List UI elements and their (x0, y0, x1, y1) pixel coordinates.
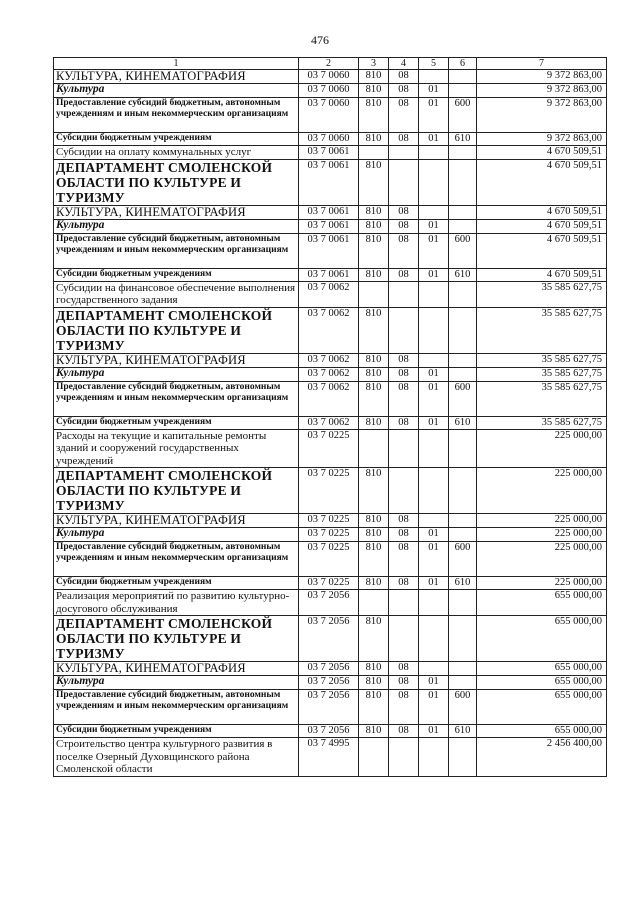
row-col6 (449, 468, 477, 514)
table-row (54, 98, 607, 133)
row-col6 (449, 159, 477, 205)
row-col6: 610 (449, 725, 477, 738)
table-row (54, 662, 607, 676)
row-col4: 08 (389, 528, 419, 542)
row-name: Культура (54, 367, 299, 381)
row-amount: 655 000,00 (477, 616, 607, 662)
row-code: 03 7 0062 (299, 307, 359, 353)
row-col3: 810 (359, 233, 389, 268)
row-col3: 810 (359, 542, 389, 577)
row-code: 03 7 0061 (299, 268, 359, 281)
row-amount: 655 000,00 (477, 662, 607, 676)
row-col5 (419, 429, 449, 468)
row-col4 (389, 159, 419, 205)
row-col5 (419, 205, 449, 219)
row-col6: 600 (449, 690, 477, 725)
row-col6: 610 (449, 268, 477, 281)
row-name: Культура (54, 219, 299, 233)
table-row (54, 307, 607, 353)
row-name: Субсидии на оплату коммунальных услуг (54, 146, 299, 160)
row-col3: 810 (359, 159, 389, 205)
row-code: 03 7 2056 (299, 590, 359, 616)
row-name: Предоставление субсидий бюджетным, автономным учреждениям и иным некоммерческим организациям (54, 381, 299, 416)
row-name: Субсидии бюджетным учреждениям (54, 577, 299, 590)
row-col3 (359, 429, 389, 468)
row-name: ДЕПАРТАМЕНТ СМОЛЕНСКОЙ ОБЛАСТИ ПО КУЛЬТУРЕ И ТУРИЗМУ (54, 468, 299, 514)
row-code: 03 7 0060 (299, 98, 359, 133)
row-col4: 08 (389, 514, 419, 528)
row-col4: 08 (389, 416, 419, 429)
row-col5: 01 (419, 84, 449, 98)
column-header: 5 (419, 58, 449, 70)
row-col6 (449, 367, 477, 381)
column-header: 3 (359, 58, 389, 70)
row-col6 (449, 281, 477, 307)
row-col4 (389, 590, 419, 616)
table-row (54, 590, 607, 616)
row-amount: 655 000,00 (477, 690, 607, 725)
table-row (54, 133, 607, 146)
row-col3: 810 (359, 353, 389, 367)
row-amount: 4 670 509,51 (477, 205, 607, 219)
row-col4: 08 (389, 676, 419, 690)
row-col4 (389, 468, 419, 514)
row-name: КУЛЬТУРА, КИНЕМАТОГРАФИЯ (54, 514, 299, 528)
row-amount: 4 670 509,51 (477, 268, 607, 281)
row-code: 03 7 0061 (299, 159, 359, 205)
row-col5: 01 (419, 416, 449, 429)
row-col5: 01 (419, 690, 449, 725)
row-col6 (449, 662, 477, 676)
table-row (54, 219, 607, 233)
table-row (54, 84, 607, 98)
table-row (54, 159, 607, 205)
row-col5 (419, 514, 449, 528)
row-code: 03 7 2056 (299, 690, 359, 725)
row-col6 (449, 616, 477, 662)
row-name: Субсидии бюджетным учреждениям (54, 133, 299, 146)
budget-table (53, 57, 607, 777)
row-code: 03 7 0061 (299, 205, 359, 219)
row-col6 (449, 219, 477, 233)
row-col4: 08 (389, 98, 419, 133)
row-col6 (449, 146, 477, 160)
row-code: 03 7 0225 (299, 514, 359, 528)
row-name: Предоставление субсидий бюджетным, автономным учреждениям и иным некоммерческим организациям (54, 542, 299, 577)
row-col5 (419, 468, 449, 514)
row-amount: 35 585 627,75 (477, 416, 607, 429)
table-row (54, 690, 607, 725)
row-amount: 225 000,00 (477, 468, 607, 514)
row-name: ДЕПАРТАМЕНТ СМОЛЕНСКОЙ ОБЛАСТИ ПО КУЛЬТУРЕ И ТУРИЗМУ (54, 616, 299, 662)
row-code: 03 7 0060 (299, 133, 359, 146)
row-col6: 610 (449, 416, 477, 429)
row-code: 03 7 0225 (299, 429, 359, 468)
row-amount: 35 585 627,75 (477, 307, 607, 353)
row-amount: 4 670 509,51 (477, 219, 607, 233)
table-row (54, 429, 607, 468)
row-name: Субсидии бюджетным учреждениям (54, 416, 299, 429)
row-name: КУЛЬТУРА, КИНЕМАТОГРАФИЯ (54, 662, 299, 676)
row-code: 03 7 0225 (299, 577, 359, 590)
row-col5 (419, 353, 449, 367)
row-col3 (359, 590, 389, 616)
row-col5 (419, 307, 449, 353)
row-col3: 810 (359, 133, 389, 146)
table-row (54, 353, 607, 367)
row-col4: 08 (389, 219, 419, 233)
row-name: Субсидии бюджетным учреждениям (54, 725, 299, 738)
row-name: КУЛЬТУРА, КИНЕМАТОГРАФИЯ (54, 70, 299, 84)
row-code: 03 7 0062 (299, 416, 359, 429)
row-code: 03 7 0062 (299, 353, 359, 367)
row-col4 (389, 307, 419, 353)
row-col5 (419, 146, 449, 160)
row-col4: 08 (389, 381, 419, 416)
row-col6 (449, 514, 477, 528)
row-name: Культура (54, 84, 299, 98)
row-col6 (449, 528, 477, 542)
row-col5 (419, 159, 449, 205)
row-col6 (449, 307, 477, 353)
row-amount: 225 000,00 (477, 514, 607, 528)
row-code: 03 7 0061 (299, 233, 359, 268)
row-code: 03 7 0062 (299, 281, 359, 307)
row-col5: 01 (419, 367, 449, 381)
row-amount: 35 585 627,75 (477, 381, 607, 416)
row-col5: 01 (419, 381, 449, 416)
table-row (54, 528, 607, 542)
row-col6: 600 (449, 381, 477, 416)
row-col4 (389, 429, 419, 468)
row-col4: 08 (389, 725, 419, 738)
table-body (54, 70, 607, 777)
row-col3: 810 (359, 205, 389, 219)
row-amount: 4 670 509,51 (477, 146, 607, 160)
row-col3: 810 (359, 416, 389, 429)
row-col4: 08 (389, 542, 419, 577)
row-amount: 35 585 627,75 (477, 281, 607, 307)
row-code: 03 7 2056 (299, 616, 359, 662)
table-row (54, 542, 607, 577)
row-col4: 08 (389, 353, 419, 367)
header-row (54, 58, 607, 70)
row-col3: 810 (359, 514, 389, 528)
row-code: 03 7 0225 (299, 528, 359, 542)
table-row (54, 676, 607, 690)
row-col3: 810 (359, 268, 389, 281)
row-name: Расходы на текущие и капитальные ремонты зданий и сооружений государственных учреждений (54, 429, 299, 468)
row-amount: 655 000,00 (477, 590, 607, 616)
row-col5: 01 (419, 676, 449, 690)
row-col3: 810 (359, 84, 389, 98)
row-col4: 08 (389, 233, 419, 268)
row-name: Субсидии бюджетным учреждениям (54, 268, 299, 281)
row-col6: 600 (449, 98, 477, 133)
row-name: ДЕПАРТАМЕНТ СМОЛЕНСКОЙ ОБЛАСТИ ПО КУЛЬТУРЕ И ТУРИЗМУ (54, 159, 299, 205)
row-code: 03 7 2056 (299, 676, 359, 690)
row-col4: 08 (389, 268, 419, 281)
row-col3: 810 (359, 577, 389, 590)
row-col4: 08 (389, 367, 419, 381)
table-row (54, 381, 607, 416)
row-code: 03 7 0062 (299, 381, 359, 416)
row-amount: 9 372 863,00 (477, 70, 607, 84)
row-col3: 810 (359, 367, 389, 381)
row-name: ДЕПАРТАМЕНТ СМОЛЕНСКОЙ ОБЛАСТИ ПО КУЛЬТУРЕ И ТУРИЗМУ (54, 307, 299, 353)
table-row (54, 577, 607, 590)
row-col5: 01 (419, 577, 449, 590)
row-col5: 01 (419, 133, 449, 146)
row-name: Предоставление субсидий бюджетным, автономным учреждениям и иным некоммерческим организациям (54, 690, 299, 725)
row-name: КУЛЬТУРА, КИНЕМАТОГРАФИЯ (54, 353, 299, 367)
row-name: Реализация мероприятий по развитию культурно-досугового обслуживания (54, 590, 299, 616)
row-code: 03 7 0061 (299, 219, 359, 233)
row-name: КУЛЬТУРА, КИНЕМАТОГРАФИЯ (54, 205, 299, 219)
row-amount: 225 000,00 (477, 542, 607, 577)
row-col5: 01 (419, 528, 449, 542)
row-col4: 08 (389, 577, 419, 590)
table-row (54, 70, 607, 84)
column-header: 6 (449, 58, 477, 70)
row-col4: 08 (389, 662, 419, 676)
row-col5 (419, 281, 449, 307)
row-amount: 2 456 400,00 (477, 738, 607, 777)
row-name: Строительство центра культурного развития в поселке Озерный Духовщинского района Смоленской области (54, 738, 299, 777)
row-name: Предоставление субсидий бюджетным, автономным учреждениям и иным некоммерческим организациям (54, 233, 299, 268)
row-amount: 225 000,00 (477, 528, 607, 542)
row-col3: 810 (359, 725, 389, 738)
row-code: 03 7 2056 (299, 725, 359, 738)
row-col4 (389, 616, 419, 662)
row-col3: 810 (359, 219, 389, 233)
row-col4: 08 (389, 84, 419, 98)
row-col5: 01 (419, 268, 449, 281)
row-col5: 01 (419, 725, 449, 738)
row-name: Предоставление субсидий бюджетным, автономным учреждениям и иным некоммерческим организациям (54, 98, 299, 133)
row-col6: 610 (449, 133, 477, 146)
row-code: 03 7 4995 (299, 738, 359, 777)
table-row (54, 205, 607, 219)
row-col3 (359, 738, 389, 777)
row-col6 (449, 590, 477, 616)
row-col6: 600 (449, 542, 477, 577)
row-col3: 810 (359, 616, 389, 662)
row-col5: 01 (419, 542, 449, 577)
row-code: 03 7 0062 (299, 367, 359, 381)
row-col6 (449, 205, 477, 219)
row-col4: 08 (389, 690, 419, 725)
table-row (54, 367, 607, 381)
row-amount: 225 000,00 (477, 429, 607, 468)
row-code: 03 7 0061 (299, 146, 359, 160)
row-amount: 35 585 627,75 (477, 367, 607, 381)
row-col3: 810 (359, 468, 389, 514)
row-col4: 08 (389, 133, 419, 146)
row-col6 (449, 353, 477, 367)
row-col4 (389, 738, 419, 777)
table-row (54, 233, 607, 268)
row-amount: 9 372 863,00 (477, 98, 607, 133)
row-amount: 9 372 863,00 (477, 84, 607, 98)
row-col5: 01 (419, 219, 449, 233)
row-col3: 810 (359, 98, 389, 133)
row-amount: 225 000,00 (477, 577, 607, 590)
row-col4: 08 (389, 205, 419, 219)
column-header: 2 (299, 58, 359, 70)
row-col6: 600 (449, 233, 477, 268)
row-col5 (419, 590, 449, 616)
row-col5 (419, 616, 449, 662)
row-amount: 9 372 863,00 (477, 133, 607, 146)
row-col5 (419, 738, 449, 777)
row-amount: 35 585 627,75 (477, 353, 607, 367)
row-amount: 4 670 509,51 (477, 159, 607, 205)
row-col3: 810 (359, 662, 389, 676)
row-col6: 610 (449, 577, 477, 590)
row-col3 (359, 281, 389, 307)
row-code: 03 7 0060 (299, 70, 359, 84)
row-amount: 655 000,00 (477, 725, 607, 738)
row-col5: 01 (419, 98, 449, 133)
row-col4: 08 (389, 70, 419, 84)
table-row (54, 416, 607, 429)
table-row (54, 268, 607, 281)
column-header: 4 (389, 58, 419, 70)
row-col6 (449, 84, 477, 98)
row-amount: 655 000,00 (477, 676, 607, 690)
row-col6 (449, 70, 477, 84)
table-row (54, 146, 607, 160)
table-row (54, 468, 607, 514)
column-header: 1 (54, 58, 299, 70)
row-col3: 810 (359, 381, 389, 416)
row-col5 (419, 70, 449, 84)
row-code: 03 7 0060 (299, 84, 359, 98)
row-col3: 810 (359, 690, 389, 725)
row-col6 (449, 738, 477, 777)
row-col3 (359, 146, 389, 160)
row-name: Культура (54, 528, 299, 542)
table-row (54, 616, 607, 662)
table-row (54, 514, 607, 528)
row-name: Культура (54, 676, 299, 690)
column-header: 7 (477, 58, 607, 70)
row-code: 03 7 0225 (299, 468, 359, 514)
row-col3: 810 (359, 676, 389, 690)
row-name: Субсидии на финансовое обеспечение выполнения государственного задания (54, 281, 299, 307)
row-col6 (449, 429, 477, 468)
row-col4 (389, 281, 419, 307)
row-amount: 4 670 509,51 (477, 233, 607, 268)
row-col4 (389, 146, 419, 160)
row-code: 03 7 0225 (299, 542, 359, 577)
table-row (54, 738, 607, 777)
table-row (54, 725, 607, 738)
table-row (54, 281, 607, 307)
row-col3: 810 (359, 307, 389, 353)
row-col3: 810 (359, 70, 389, 84)
row-col5: 01 (419, 233, 449, 268)
row-col3: 810 (359, 528, 389, 542)
row-col5 (419, 662, 449, 676)
page-number: 476 (311, 33, 329, 47)
row-code: 03 7 2056 (299, 662, 359, 676)
row-col6 (449, 676, 477, 690)
